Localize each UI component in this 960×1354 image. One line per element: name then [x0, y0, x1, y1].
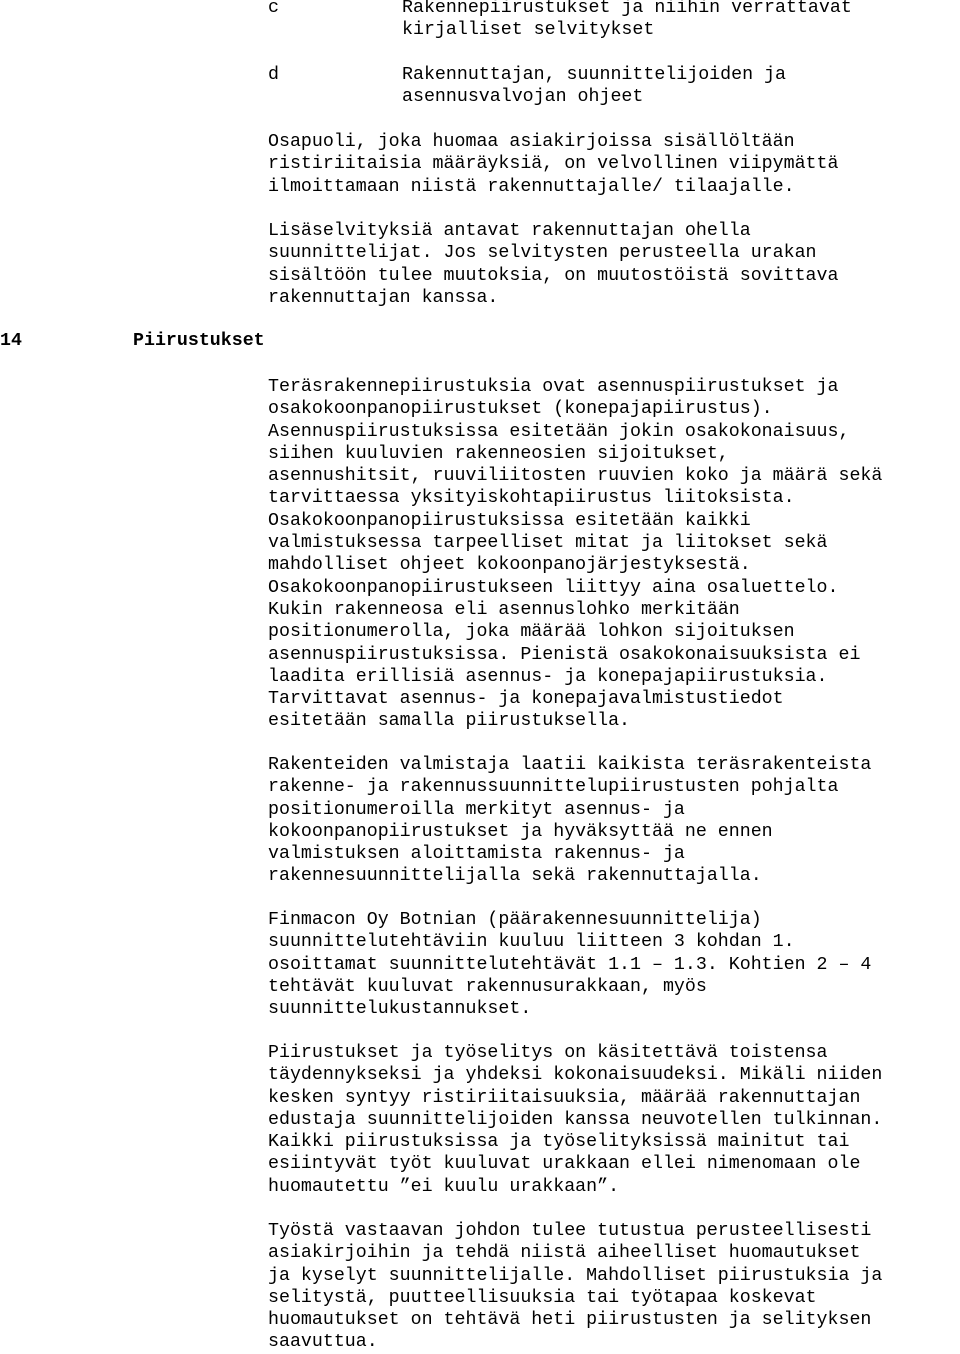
paragraph-manufacturer-drawings: Rakenteiden valmistaja laatii kaikista teräsrakenteista rakenne- ja rakennussuunnittelupiirustusten pohjalta positionumeroilla merkityt asennus- ja kokoonpanopiirustukset ja hyväksyttää ne ennen valmistuksen aloittamista rakennus- ja rakennesuunnittelijalla sekä rakennuttajalla. — [268, 755, 872, 887]
paragraph-steel-drawings: Teräsrakennepiirustuksia ovat asennuspiirustukset ja osakokoonpanopiirustukset (konepajapiirustus). Asennuspiirustuksissa esitetään jokin osakokonaisuus, siihen kuuluvien rakenneosien sijoitukset, asennushitsit, ruuviliitosten ruuvien koko ja määrä sekä tarvittaessa yksityiskohtapiirustus liitoksista. Osakokoonpanopiirustuksissa esitetään kaikki valmistuksessa tarpeelliset mitat ja liitokset sekä mahdolliset ohjeet kokoonpanojärjestyksestä. Osakokoonpanopiirustukseen liittyy aina osaluettelo. Kukin rakenneosa eli asennuslohko merkitään positionumerolla, joka määrää lohkon sijoituksen asennuspiirustuksissa. Pienistä osakokonaisuuksista ei laadita erillisiä asennus- ja konepajapiirustuksia. Tarvittavat asennus- ja konepajavalmistustiedot esitetään samalla piirustuksella. — [268, 377, 883, 732]
list-item-letter: c — [268, 0, 279, 18]
paragraph-additional-clarifications: Lisäselvityksiä antavat rakennuttajan ohella suunnittelijat. Jos selvitysten perusteella urakan sisältöön tulee muutoksia, on muutostöistä sovittava rakennuttajan kanssa. — [268, 221, 839, 308]
list-item-text: Rakennepiirustukset ja niihin verrattavat kirjalliset selvitykset — [402, 0, 852, 41]
paragraph-contradictions: Osapuoli, joka huomaa asiakirjoissa sisällöltään ristiriitaisia määräyksiä, on velvollinen viipymättä ilmoittamaan niistä rakennuttajalle/ tilaajalle. — [268, 132, 839, 197]
section-title: Piirustukset — [133, 331, 265, 351]
section-number: 14 — [0, 331, 22, 351]
list-item-letter: d — [268, 65, 279, 85]
list-item-text: Rakennuttajan, suunnittelijoiden ja asennusvalvojan ohjeet — [402, 65, 786, 108]
paragraph-design-tasks: Finmacon Oy Botnian (päärakennesuunnittelija) suunnittelutehtäviin kuuluu liitteen 3 kohdan 1. osoittamat suunnittelutehtävät 1.1 – 1.3. Kohtien 2 – 4 tehtävät kuuluvat rakennusurakkaan, myös suunnittelukustannukset. — [268, 910, 872, 1020]
paragraph-site-management: Työstä vastaavan johdon tulee tutustua perusteellisesti asiakirjoihin ja tehdä niistä aiheelliset huomautukset ja kyselyt suunnittelijalle. Mahdolliset piirustuksia ja selitystä, puutteellisuuksia tai työtapaa koskevat huomautukset on tehtävä heti piirustusten ja selityksen saavuttua. — [268, 1221, 883, 1353]
paragraph-drawings-and-specification: Piirustukset ja työselitys on käsitettävä toistensa täydennykseksi ja yhdeksi kokonaisuudeksi. Mikäli niiden kesken syntyy ristiriitaisuuksia, määrää rakennuttajan edustaja suunnittelijoiden kanssa neuvotellen tulkinnan. Kaikki piirustuksissa ja työselityksissä mainitut tai esiintyvät työt kuuluvat urakkaan ellei nimenomaan ole huomautettu ”ei kuulu urakkaan”. — [268, 1043, 883, 1197]
